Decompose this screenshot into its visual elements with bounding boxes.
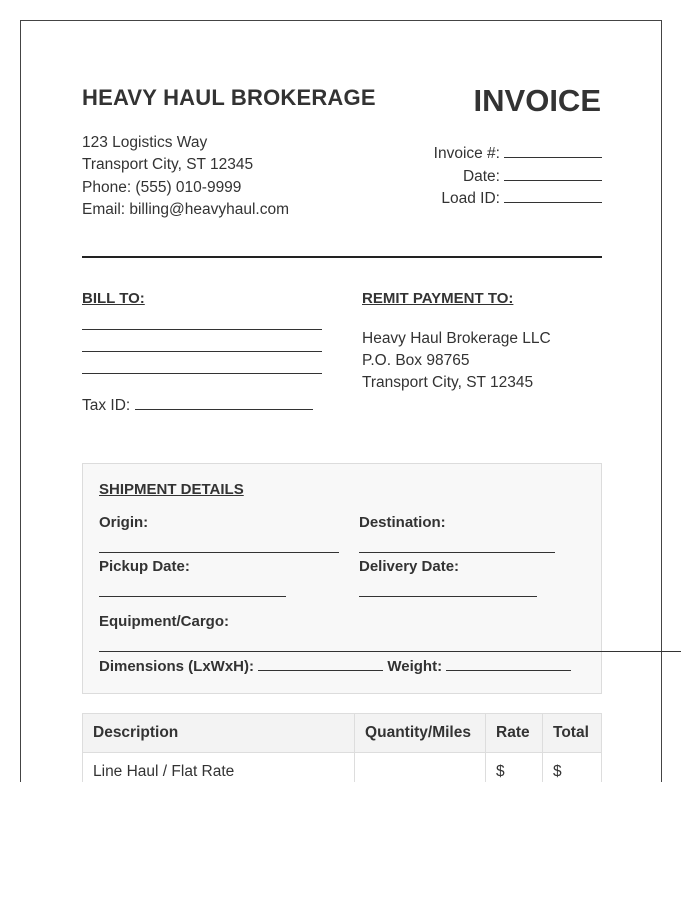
tax-id-label: Tax ID:: [82, 397, 131, 414]
column-header-total: Total: [543, 714, 602, 753]
column-header-rate: Rate: [486, 714, 543, 753]
invoice-number-label: Invoice #:: [433, 145, 500, 162]
column-header-quantity: Quantity/Miles: [355, 714, 486, 753]
remit-line: Transport City, ST 12345: [362, 374, 534, 391]
address-line: 123 Logistics Way: [82, 134, 208, 151]
tax-id-row: [82, 396, 313, 415]
shipment-heading: SHIPMENT DETAILS: [99, 481, 244, 498]
origin-field[interactable]: [99, 552, 339, 553]
equipment-label: Equipment/Cargo:: [99, 613, 229, 630]
delivery-date-field[interactable]: [359, 596, 537, 597]
pickup-date-label: Pickup Date:: [99, 558, 190, 575]
remit-line: P.O. Box 98765: [362, 352, 470, 369]
company-address: [82, 132, 289, 221]
address-line: Transport City, ST 12345: [82, 156, 254, 174]
load-id-row: [434, 188, 602, 211]
bill-to-lines: [82, 329, 322, 395]
origin-label: Origin:: [99, 514, 149, 531]
shipment-details-box: [82, 463, 602, 694]
item-rate[interactable]: $: [486, 753, 543, 792]
invoice-title: INVOICE: [473, 83, 601, 118]
tax-id-field[interactable]: [135, 396, 313, 410]
equipment-field[interactable]: [99, 651, 681, 652]
item-total: $: [543, 753, 602, 792]
destination-field[interactable]: [359, 552, 555, 553]
invoice-number-row: [434, 143, 602, 166]
dimensions-field[interactable]: [258, 657, 383, 671]
bill-to-line[interactable]: [82, 373, 322, 374]
page-cutoff: [0, 782, 700, 900]
invoice-date-row: [434, 166, 602, 189]
item-description: Line Haul / Flat Rate: [83, 753, 355, 792]
weight-label: Weight:: [387, 658, 443, 675]
remit-address: [362, 328, 551, 394]
column-header-description: Description: [83, 714, 355, 753]
pickup-date-field[interactable]: [99, 596, 286, 597]
bill-to-line[interactable]: [82, 351, 322, 352]
invoice-date-label: Date:: [462, 167, 500, 185]
invoice-page: [20, 20, 662, 803]
dimensions-row: [99, 657, 571, 675]
load-id-label: Load ID:: [441, 190, 500, 207]
weight-field[interactable]: [446, 657, 571, 671]
table-header-row: [83, 714, 602, 753]
bill-to-line[interactable]: [82, 329, 322, 330]
email-line: Email: billing@heavyhaul.com: [82, 200, 289, 218]
bill-to-heading: BILL TO:: [82, 290, 145, 307]
remit-line: Heavy Haul Brokerage LLC: [362, 330, 551, 347]
invoice-meta: [434, 143, 602, 211]
phone-line: Phone: (555) 010-9999: [82, 178, 242, 196]
destination-label: Destination:: [359, 514, 446, 531]
header-divider: [82, 256, 602, 258]
invoice-number-field[interactable]: [504, 144, 602, 158]
delivery-date-label: Delivery Date:: [359, 558, 460, 575]
remit-heading: REMIT PAYMENT TO:: [362, 290, 514, 307]
company-name: HEAVY HAUL BROKERAGE: [82, 85, 376, 110]
invoice-date-field[interactable]: [504, 167, 602, 181]
load-id-field[interactable]: [504, 189, 602, 203]
dimensions-label: Dimensions (LxWxH):: [99, 658, 255, 675]
